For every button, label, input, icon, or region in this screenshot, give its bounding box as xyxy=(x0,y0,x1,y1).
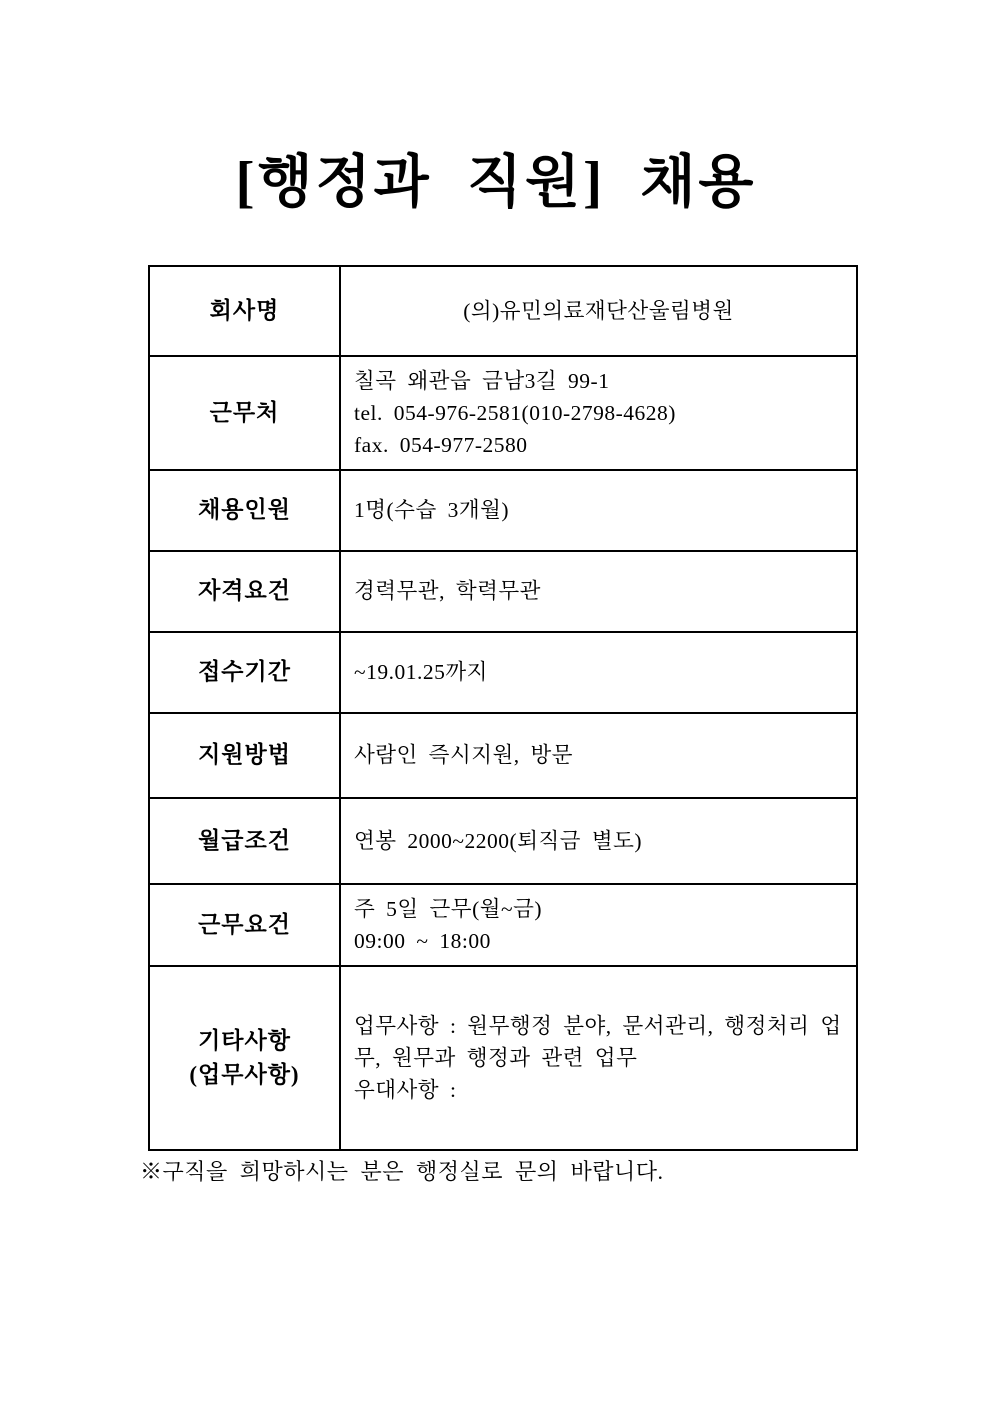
row-value-line: 주 5일 근무(월~금) xyxy=(354,896,543,921)
row-label xyxy=(149,356,340,470)
row-value xyxy=(340,798,857,884)
row-value xyxy=(340,356,857,470)
row-label-line: 근무처 xyxy=(209,399,280,425)
row-value-line: 우대사항 : xyxy=(354,1077,457,1102)
row-value-line: 칠곡 왜관읍 금남3길 99-1 xyxy=(354,368,610,393)
row-value xyxy=(340,632,857,713)
table-row xyxy=(149,798,857,884)
row-label xyxy=(149,884,340,966)
row-value-line: 업무사항 : 원무행정 분야, 문서관리, 행정처리 업무, 원무과 행정과 관련 업무 xyxy=(354,1013,842,1070)
row-value-line: ~19.01.25까지 xyxy=(354,660,488,685)
row-value xyxy=(340,713,857,798)
row-label-line: 채용인원 xyxy=(198,497,291,523)
row-label xyxy=(149,632,340,713)
job-table-body xyxy=(149,266,857,1150)
table-row xyxy=(149,632,857,713)
footnote: ※구직을 희망하시는 분은 행정실로 문의 바랍니다. xyxy=(140,1158,664,1184)
table-row xyxy=(149,470,857,551)
table-row xyxy=(149,713,857,798)
row-label xyxy=(149,266,340,356)
row-label xyxy=(149,798,340,884)
row-label xyxy=(149,470,340,551)
row-value xyxy=(340,551,857,632)
row-value-line: 경력무관, 학력무관 xyxy=(354,579,541,604)
row-label xyxy=(149,713,340,798)
table-row xyxy=(149,966,857,1150)
row-value-line: tel. 054-976-2581(010-2798-4628) xyxy=(354,400,676,425)
job-posting-table xyxy=(148,265,858,1151)
row-label-line: 회사명 xyxy=(209,297,280,323)
row-value xyxy=(340,266,857,356)
row-value-line: 연봉 2000~2200(퇴직금 별도) xyxy=(354,828,643,853)
row-value-line: 사람인 즉시지원, 방문 xyxy=(354,743,574,768)
row-value-line: 09:00 ~ 18:00 xyxy=(354,928,491,953)
table-row xyxy=(149,551,857,632)
row-label-line: (업무사항) xyxy=(189,1061,300,1087)
table-row xyxy=(149,884,857,966)
row-label-line: 월급조건 xyxy=(198,827,291,853)
row-label-line: 근무요건 xyxy=(198,911,291,937)
row-label xyxy=(149,551,340,632)
row-label-line: 지원방법 xyxy=(198,742,291,768)
row-value-line: 1명(수습 3개월) xyxy=(354,498,510,523)
table-row xyxy=(149,356,857,470)
table-row xyxy=(149,266,857,356)
row-label-line: 기타사항 xyxy=(198,1027,291,1053)
row-value xyxy=(340,966,857,1150)
row-value-line: (의)유민의료재단산울림병원 xyxy=(463,298,734,323)
row-value xyxy=(340,884,857,966)
row-value-line: fax. 054-977-2580 xyxy=(354,432,528,457)
row-label-line: 자격요건 xyxy=(198,578,291,604)
page-title: [행정과 직원] 채용 xyxy=(235,151,757,214)
row-label xyxy=(149,966,340,1150)
row-label-line: 접수기간 xyxy=(198,659,291,685)
row-value xyxy=(340,470,857,551)
